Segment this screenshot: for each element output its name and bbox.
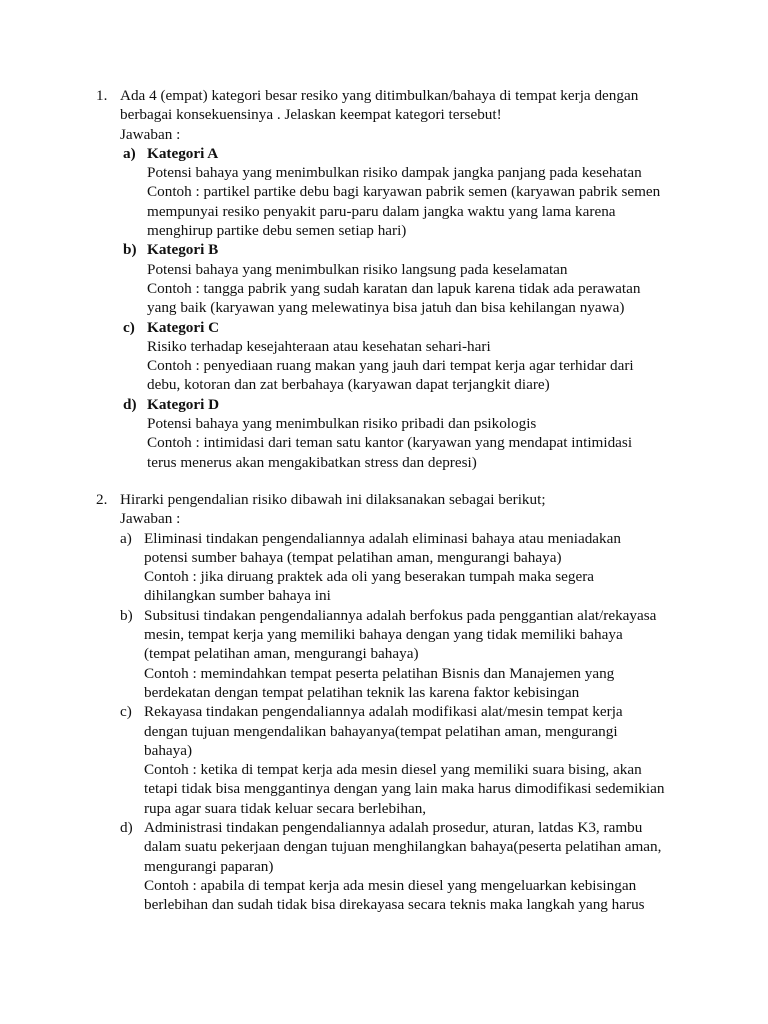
question-body	[120, 490, 686, 915]
question-1	[96, 86, 686, 472]
item-text-line: menghirup partike debu semen setiap hari)	[147, 222, 407, 240]
item-text-line: mengurangi paparan)	[144, 857, 274, 875]
question-2	[96, 490, 686, 915]
item-text-line: Potensi bahaya yang menimbulkan risiko dampak jangka panjang pada kesehatan	[147, 164, 642, 182]
item-text-line: Contoh : jika diruang praktek ada oli yang beserakan tumpah maka segera	[144, 568, 594, 586]
category-title: Kategori A	[147, 144, 219, 162]
item-text-line: terus menerus akan mengakibatkan stress dan depresi)	[147, 453, 477, 471]
item-text-line: potensi sumber bahaya (tempat pelatihan aman, mengurangi bahaya)	[144, 548, 562, 566]
category-d	[120, 395, 686, 472]
item-text-line: dalam suatu pekerjaan dengan tujuan menghilangkan bahaya(peserta pelatihan aman,	[144, 838, 662, 856]
question-text-line: berbagai konsekuensinya . Jelaskan keempat kategori tersebut!	[120, 106, 502, 124]
question-body	[120, 86, 686, 472]
question-text-line: Ada 4 (empat) kategori besar resiko yang ditimbulkan/bahaya di tempat kerja dengan	[120, 87, 639, 104]
item-text-line: Risiko terhadap kesejahteraan atau kesehatan sehari-hari	[147, 337, 491, 355]
item-letter: b)	[123, 241, 137, 259]
item-text-line: yang baik (karyawan yang melewatinya bisa jatuh dan bisa kehilangan nyawa)	[147, 299, 625, 317]
item-text-line: dengan tujuan mengendalikan bahayanya(tempat pelatihan aman, mengurangi	[144, 722, 618, 740]
item-letter: d)	[120, 819, 133, 837]
hierarchy-item-d	[120, 818, 686, 914]
item-text-line: Administrasi tindakan pengendaliannya adalah prosedur, aturan, latdas K3, rambu	[144, 819, 643, 837]
category-title: Kategori C	[147, 318, 220, 336]
item-text-line: rupa agar suara tidak keluar secara berlebihan,	[144, 799, 427, 817]
item-text-line: Contoh : partikel partike debu bagi karyawan pabrik semen (karyawan pabrik semen	[147, 183, 661, 201]
item-letter: a)	[120, 529, 132, 547]
item-text-line: bahaya)	[144, 741, 193, 759]
item-text-line: mesin, tempat kerja yang memiliki bahaya dengan yang tidak memiliki bahaya	[144, 626, 623, 644]
item-text-line: debu, kotoran dan zat berbahaya (karyawan dapat terjangkit diare)	[147, 376, 550, 394]
item-text-line: Contoh : memindahkan tempat peserta pelatihan Bisnis dan Manajemen yang	[144, 664, 615, 682]
item-text-line: berdekatan dengan tempat pelatihan teknik las karena faktor kebisingan	[144, 683, 580, 701]
item-letter: c)	[123, 318, 135, 336]
item-text-line: Contoh : tangga pabrik yang sudah karatan dan lapuk karena tidak ada perawatan	[147, 279, 641, 297]
item-text-line: Subsitusi tindakan pengendaliannya adalah berfokus pada penggantian alat/rekayasa	[144, 606, 657, 624]
category-b	[120, 240, 686, 317]
item-text-line: Potensi bahaya yang menimbulkan risiko langsung pada keselamatan	[147, 260, 568, 278]
item-text-line: Potensi bahaya yang menimbulkan risiko pribadi dan psikologis	[147, 415, 537, 433]
answer-label: Jawaban :	[120, 125, 181, 143]
item-text-line: tetapi tidak bisa menggantinya dengan yang lain maka harus dimodifikasi sedemikian	[144, 780, 665, 798]
item-letter: a)	[123, 144, 136, 162]
hierarchy-item-a	[120, 529, 686, 606]
question-text-line: Hirarki pengendalian risiko dibawah ini dilaksanakan sebagai berikut;	[120, 491, 546, 508]
item-text-line: Eliminasi tindakan pengendaliannya adalah eliminasi bahaya atau meniadakan	[144, 529, 621, 547]
item-text-line: mempunyai resiko penyakit paru-paru dalam jangka waktu yang lama karena	[147, 202, 616, 220]
item-letter: b)	[120, 606, 133, 624]
category-a	[120, 144, 686, 240]
category-title: Kategori B	[147, 241, 219, 259]
item-text-line: (tempat pelatihan aman, mengurangi bahaya)	[144, 645, 419, 663]
item-text-line: Contoh : intimidasi dari teman satu kantor (karyawan yang mendapat intimidasi	[147, 434, 633, 452]
item-letter: d)	[123, 395, 137, 413]
item-text-line: Contoh : penyediaan ruang makan yang jauh dari tempat kerja agar terhidar dari	[147, 357, 634, 375]
hierarchy-item-b	[120, 606, 686, 702]
item-text-line: Contoh : apabila di tempat kerja ada mesin diesel yang mengeluarkan kebisingan	[144, 876, 637, 894]
answer-label: Jawaban :	[120, 510, 181, 528]
category-c	[120, 318, 686, 395]
item-text-line: Rekayasa tindakan pengendaliannya adalah modifikasi alat/mesin tempat kerja	[144, 703, 623, 721]
item-text-line: Contoh : ketika di tempat kerja ada mesin diesel yang memiliki suara bising, akan	[144, 761, 642, 779]
question-number: 1.	[96, 87, 108, 104]
item-text-line: dihilangkan sumber bahaya ini	[144, 587, 331, 605]
item-text-line: berlebihan dan sudah tidak bisa direkayasa secara teknis maka langkah yang harus	[144, 896, 645, 914]
category-title: Kategori D	[147, 395, 220, 413]
item-letter: c)	[120, 703, 132, 721]
hierarchy-item-c	[120, 702, 686, 818]
question-number: 2.	[96, 491, 108, 508]
